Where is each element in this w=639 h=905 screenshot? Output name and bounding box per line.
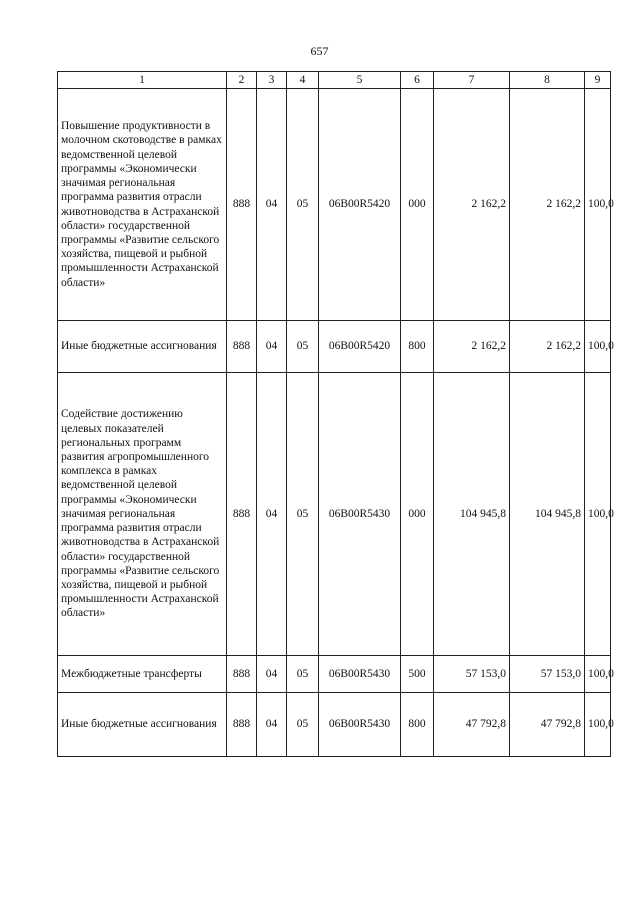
table-row [58,373,611,656]
section-code: 04 [257,321,287,373]
subsection-code: 05 [287,321,319,373]
planned-amount: 2 162,2 [434,321,510,373]
executed-amount: 2 162,2 [510,89,585,321]
admin-code: 888 [227,656,257,693]
row-name: Содействие достижению целевых показателей региональных программ развития агропромышленного комплекса в рамках ведомственной целевой программы «Экономически значимая региональная программа развития отрасли животноводства в Астраханской области» государственной программы «Развитие сельского хозяйства, пищевой и рыбной промышленности Астраханской области» [58,373,227,656]
planned-amount: 104 945,8 [434,373,510,656]
table-row [58,89,611,321]
planned-amount: 47 792,8 [434,693,510,757]
column-header: 4 [287,72,319,89]
target-article: 06В00R5430 [319,693,401,757]
column-header: 6 [401,72,434,89]
admin-code: 888 [227,89,257,321]
expense-type: 000 [401,373,434,656]
planned-amount: 57 153,0 [434,656,510,693]
row-name: Иные бюджетные ассигнования [58,321,227,373]
execution-percent: 100,0 [585,373,611,656]
executed-amount: 2 162,2 [510,321,585,373]
execution-percent: 100,0 [585,89,611,321]
target-article: 06В00R5430 [319,373,401,656]
page-number: 657 [310,44,329,58]
admin-code: 888 [227,321,257,373]
column-header: 1 [58,72,227,89]
expense-type: 500 [401,656,434,693]
column-header: 3 [257,72,287,89]
column-header: 2 [227,72,257,89]
section-code: 04 [257,693,287,757]
section-code: 04 [257,89,287,321]
column-header: 7 [434,72,510,89]
header-row [58,72,611,89]
admin-code: 888 [227,373,257,656]
row-name: Межбюджетные трансферты [58,656,227,693]
subsection-code: 05 [287,373,319,656]
executed-amount: 47 792,8 [510,693,585,757]
section-code: 04 [257,656,287,693]
row-name: Иные бюджетные ассигнования [58,693,227,757]
target-article: 06В00R5420 [319,89,401,321]
subsection-code: 05 [287,693,319,757]
section-code: 04 [257,373,287,656]
admin-code: 888 [227,693,257,757]
column-header: 9 [585,72,611,89]
expense-type: 800 [401,321,434,373]
planned-amount: 2 162,2 [434,89,510,321]
executed-amount: 57 153,0 [510,656,585,693]
column-header: 8 [510,72,585,89]
subsection-code: 05 [287,89,319,321]
execution-percent: 100,0 [585,693,611,757]
column-header: 5 [319,72,401,89]
target-article: 06В00R5430 [319,656,401,693]
row-name: Повышение продуктивности в молочном скотоводстве в рамках ведомственной целевой программы «Экономически значимая региональная программа развития отрасли животноводства в Астраханской области» государственной программы «Развитие сельского хозяйства, пищевой и рыбной промышленности Астраханской области» [58,89,227,321]
table-row [58,693,611,757]
target-article: 06В00R5420 [319,321,401,373]
budget-table [57,71,614,757]
expense-type: 000 [401,89,434,321]
execution-percent: 100,0 [585,656,611,693]
expense-type: 800 [401,693,434,757]
table-row [58,321,611,373]
subsection-code: 05 [287,656,319,693]
table-row [58,656,611,693]
executed-amount: 104 945,8 [510,373,585,656]
execution-percent: 100,0 [585,321,611,373]
